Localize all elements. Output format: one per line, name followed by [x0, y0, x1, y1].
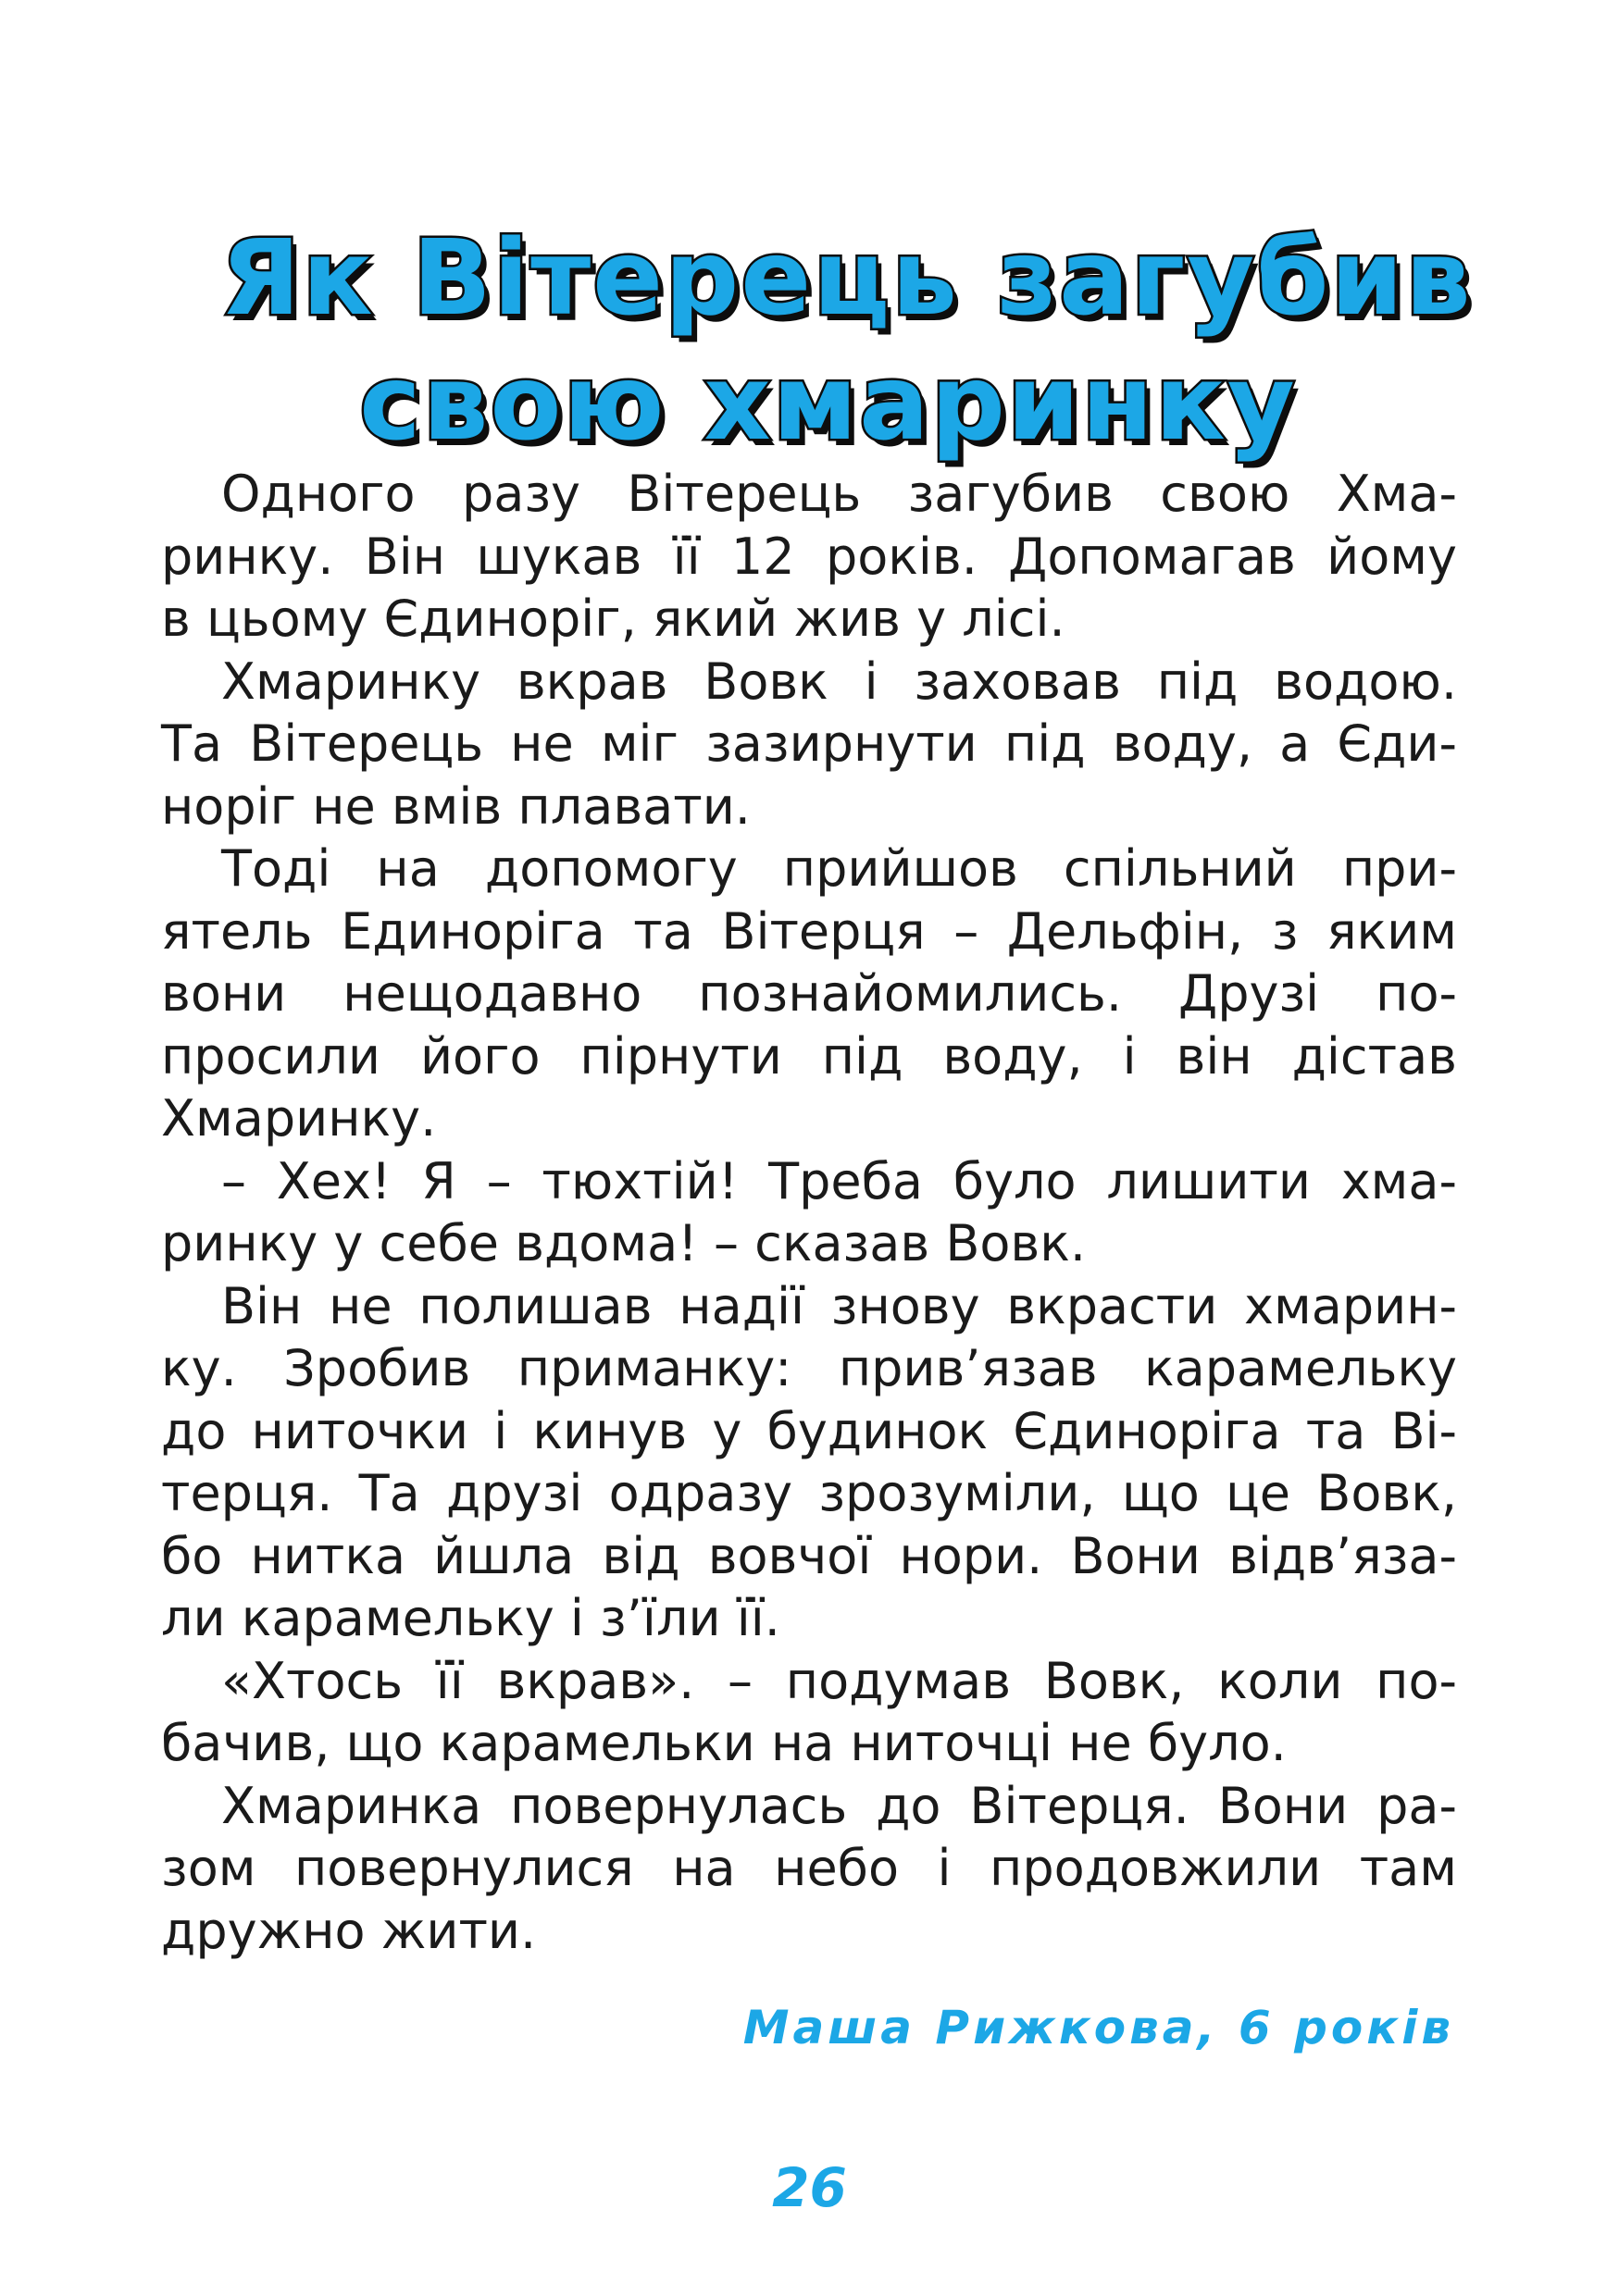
story-title-line-2: свою хмаринку: [359, 343, 1297, 464]
story-line: – Хех! Я – тюхтій! Треба було лишити хма-: [221, 1151, 1457, 1210]
story-line: норіг не вмів плавати.: [161, 776, 751, 836]
story-line: зом повернулися на небо і продовжили там: [161, 1839, 1457, 1897]
story-line: ятель Единоріга та Вітерця – Дельфін, з яким: [161, 901, 1457, 961]
story-line: Він не полишав надії знову вкрасти хмарин-: [221, 1276, 1457, 1335]
story-line: Хмаринка повернулась до Вітерця. Вони ра-: [221, 1776, 1457, 1835]
story-line: дружно жити.: [161, 1901, 537, 1960]
story-line: бо нитка йшла від вовчої нори. Вони відв’яза-: [161, 1526, 1457, 1585]
story-line: ринку. Він шукав її 12 років. Допомагав йому: [161, 527, 1457, 586]
page-number: 26: [772, 2156, 847, 2219]
story-line: бачив, що карамельки на ниточці не було.: [161, 1714, 1287, 1772]
story-line: Та Вітерець не міг зазирнути під воду, а Єди-: [161, 714, 1457, 773]
story-line: Тоді на допомогу прийшов спільний при-: [221, 839, 1457, 898]
story-text: [161, 463, 1457, 1962]
story-line: просили його пірнути під воду, і він дістав: [161, 1026, 1457, 1086]
story-line: в цьому Єдиноріг, який жив у лісі.: [161, 590, 1065, 648]
story-line: ли карамельку і з’їли її.: [161, 1589, 780, 1647]
story-line: вони нещодавно познайомились. Друзі по-: [161, 964, 1457, 1023]
story-line: «Хтось її вкрав». – подумав Вовк, коли по-: [221, 1651, 1457, 1710]
story-line: ринку у себе вдома! – сказав Вовк.: [161, 1214, 1087, 1272]
story-line: терця. Та друзі одразу зрозуміли, що це Вовк,: [161, 1464, 1457, 1522]
story-line: ку. Зробив приманку: прив’язав карамельку: [161, 1339, 1457, 1397]
story-title-line-1: Як Вітерець загубив: [220, 218, 1473, 339]
story-line: Хмаринку.: [161, 1089, 437, 1148]
story-line: Хмаринку вкрав Вовк і заховав під водою.: [221, 652, 1457, 711]
story-line: Одного разу Вітерець загубив свою Хма-: [221, 465, 1457, 523]
author-signature: Маша Рижкова, 6 років: [742, 2001, 1454, 2054]
story-line: до ниточки і кинув у будинок Єдиноріга та Ві-: [161, 1401, 1457, 1460]
